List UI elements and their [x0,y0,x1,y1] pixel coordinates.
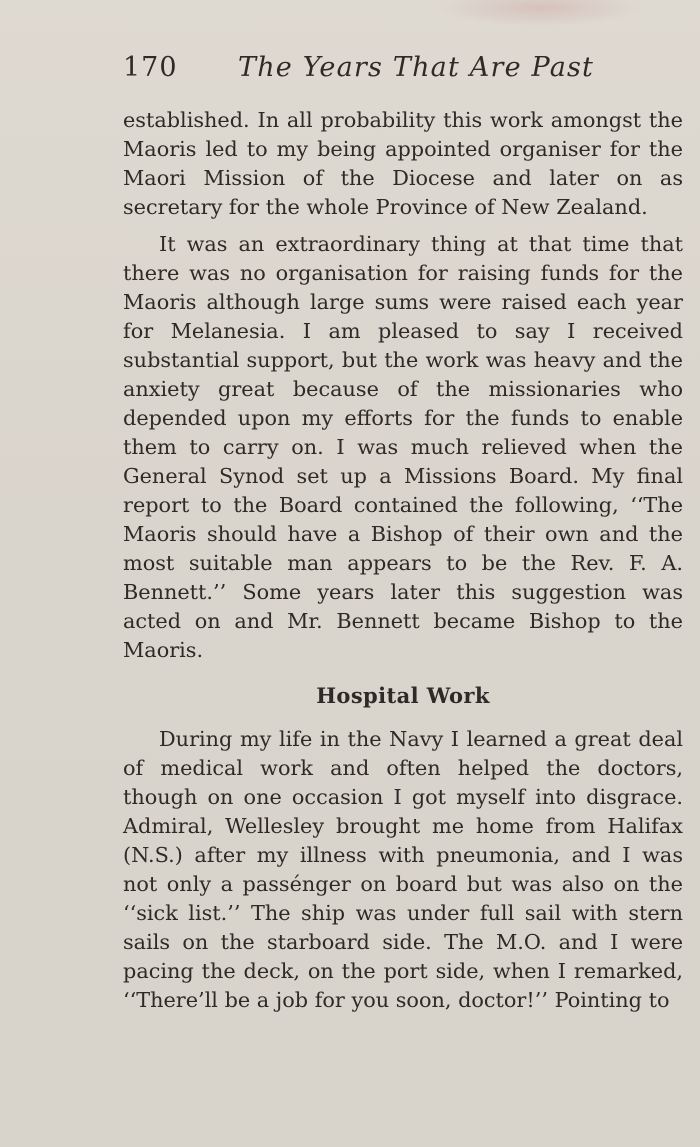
paragraph-text: During my life in the Navy I learned a great deal of medical work and often helped the doctors, though on one occasion I got myself into disgrace. Admiral, Wellesley brought me home from Halifax (N.S.) after my illness with pneumonia, and I was not only a passénger on board but was also on the ‘‘sick list.’’ The ship was under full sail with stern sails on the starboard side. The M.O. and I were pacing the deck, on the port side, when I remarked, ‘‘There’ll be a job for you soon, doctor!’’ Pointing to [123,727,683,1012]
page-stain [440,0,640,26]
page-number: 170 [123,52,178,83]
paragraph-hospital-work [123,725,683,1015]
paragraph-text: It was an extraordinary thing at that time that there was no organisation for raising funds for the Maoris although large sums were raised each year for Melanesia. I am pleased to say I received substantial support, but the work was heavy and the anxiety great because of the missionaries who depended upon my efforts for the funds to enable them to carry on. I was much relieved when the General Synod set up a Missions Board. My final report to the Board contained the following, ‘‘The Maoris should have a Bishop of their own and the most suitable man appears to be the Rev. F. A. Bennett.’’ Some years later this suggestion was acted on and Mr. Bennett became Bishop to the Maoris. [123,232,683,662]
paragraph-funds [123,230,683,665]
running-header [123,52,683,92]
running-title: The Years That Are Past [238,52,595,83]
section-heading: Hospital Work [316,683,490,708]
paragraph-text: established. In all probability this work amongst the Maoris led to my being appointed organiser for the Maori Mission of the Diocese and later on as secretary for the whole Province of New Zealand. [123,108,683,219]
paragraph-continued [123,106,683,222]
